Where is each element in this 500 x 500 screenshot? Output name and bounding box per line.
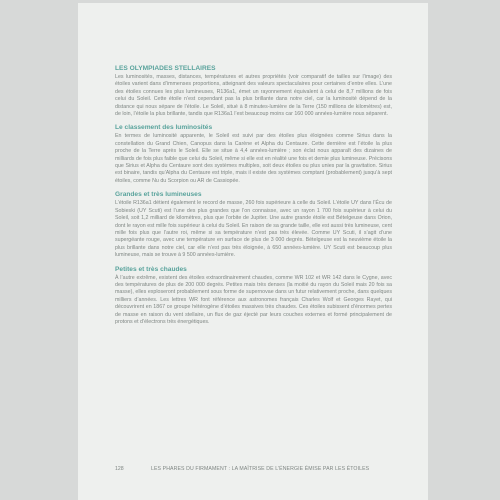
section-olympiades: [115, 65, 392, 118]
section-paragraph: Les luminosités, masses, distances, températures et autres propriétés (voir comparatif de tailles sur l’image) des étoiles varient dans d’immenses proportions, atteignant des valeurs spectaculaires pour certaines d’entre elles. L’une des étoiles connues les plus lumineuses, R136a1, émet un rayonnement équivalent à celui de 8,7 millions de fois celui du Soleil. Cette étoile n’est cependant pas la plus brillante dans notre ciel, car la luminosité dépend de la distance qui nous sépare de l’étoile. Le Soleil, situé à 8 minutes-lumière de la Terre (150 millions de kilomètres) est, de loin, l’étoile la plus brillante, tandis que R136a1 l’est beaucoup moins car 160 000 années-lumière nous séparent.: [115, 74, 392, 118]
section-classement: [115, 124, 392, 185]
section-heading: Grandes et très lumineuses: [115, 191, 202, 199]
page-footer: [115, 466, 392, 473]
book-page: [78, 3, 428, 500]
page-content: [115, 65, 392, 332]
running-title: LES PHARES DU FIRMAMENT : LA MAÎTRISE DE L’ÉNERGIE ÉMISE PAR LES ÉTOILES: [151, 466, 370, 472]
section-heading: Petites et très chaudes: [115, 265, 187, 273]
page-number: 128: [115, 466, 124, 472]
section-paragraph: En termes de luminosité apparente, le Soleil est suivi par des étoiles plus éloignées comme Sirius dans la constellation du Grand Chien, Canopus dans la Carène et Alpha du Centaure. Cette dernière est l’étoile la plus proche de la Terre après le Soleil. Elle se situe à 4,4 années-lumière ; son éclat nous apparaît des dizaines de milliards de fois plus faible que celui du Soleil, même si elle est en réalité une fois et demie plus lumineuse. Précisons que Sirius et Alpha du Centaure sont des systèmes multiples, soit deux étoiles ou plus unies par la gravitation. Sirius est binaire, tandis qu’Alpha du Centaure est triple, mais il existe des systèmes comptant (probablement) jusqu’à sept étoiles, comme Nu du Scorpion ou AR de Cassiopée.: [115, 133, 392, 184]
section-petites: [115, 266, 392, 327]
section-grandes: [115, 191, 392, 259]
section-paragraph: L’étoile R136a1 détient également le record de masse, 260 fois supérieure à celle du Soleil. L’étoile UY dans l’Écu de Sobieski (UY Scuti) est l’une des plus grandes que l’on connaisse, avec un rayon 1 700 fois supérieur à celui du Soleil, soit 1,2 milliard de kilomètres, plus que l’orbite de Jupiter. Une autre grande étoile est Bételgeuse dans Orion, dont le rayon est mille fois supérieur à celui du Soleil. En raison de sa grande taille, elle est aussi très lumineuse, cent mille fois plus que l’autre roi, même si sa température n’est pas très élevée. Comme UY Scuti, il s’agit d’une supergéante rouge, avec une température en surface de plus de 3 000 degrés. Bételgeuse est la neuvième étoile la plus brillante dans notre ciel, car elle n’est pas très éloignée, à 650 années-lumière. UY Scuti est beaucoup plus lumineuse, mais se trouve à 9 500 années-lumière.: [115, 200, 392, 259]
section-paragraph: À l’autre extrême, existent des étoiles extraordinairement chaudes, comme WR 102 et WR 142 dans le Cygne, avec des températures de plus de 200 000 degrés. Petites mais très denses (la moitié du rayon du Soleil mais 20 fois sa masse), elles exploseront probablement sous forme de supernovae dans un futur relativement proche, dans quelques milliers d’années. Les lettres WR font référence aux astronomes français Charles Wolf et Georges Rayet, qui découvrirent en 1867 ce groupe hétérogène d’étoiles massives très chaudes. Ces étoiles subissent d’énormes pertes de masse en raison du vent stellaire, un flux de gaz éjecté par leurs couches externes et formé principalement de protons et d’électrons très énergétiques.: [115, 274, 392, 325]
section-heading: Le classement des luminosités: [115, 124, 213, 132]
section-heading: LES OLYMPIADES STELLAIRES: [115, 65, 216, 72]
